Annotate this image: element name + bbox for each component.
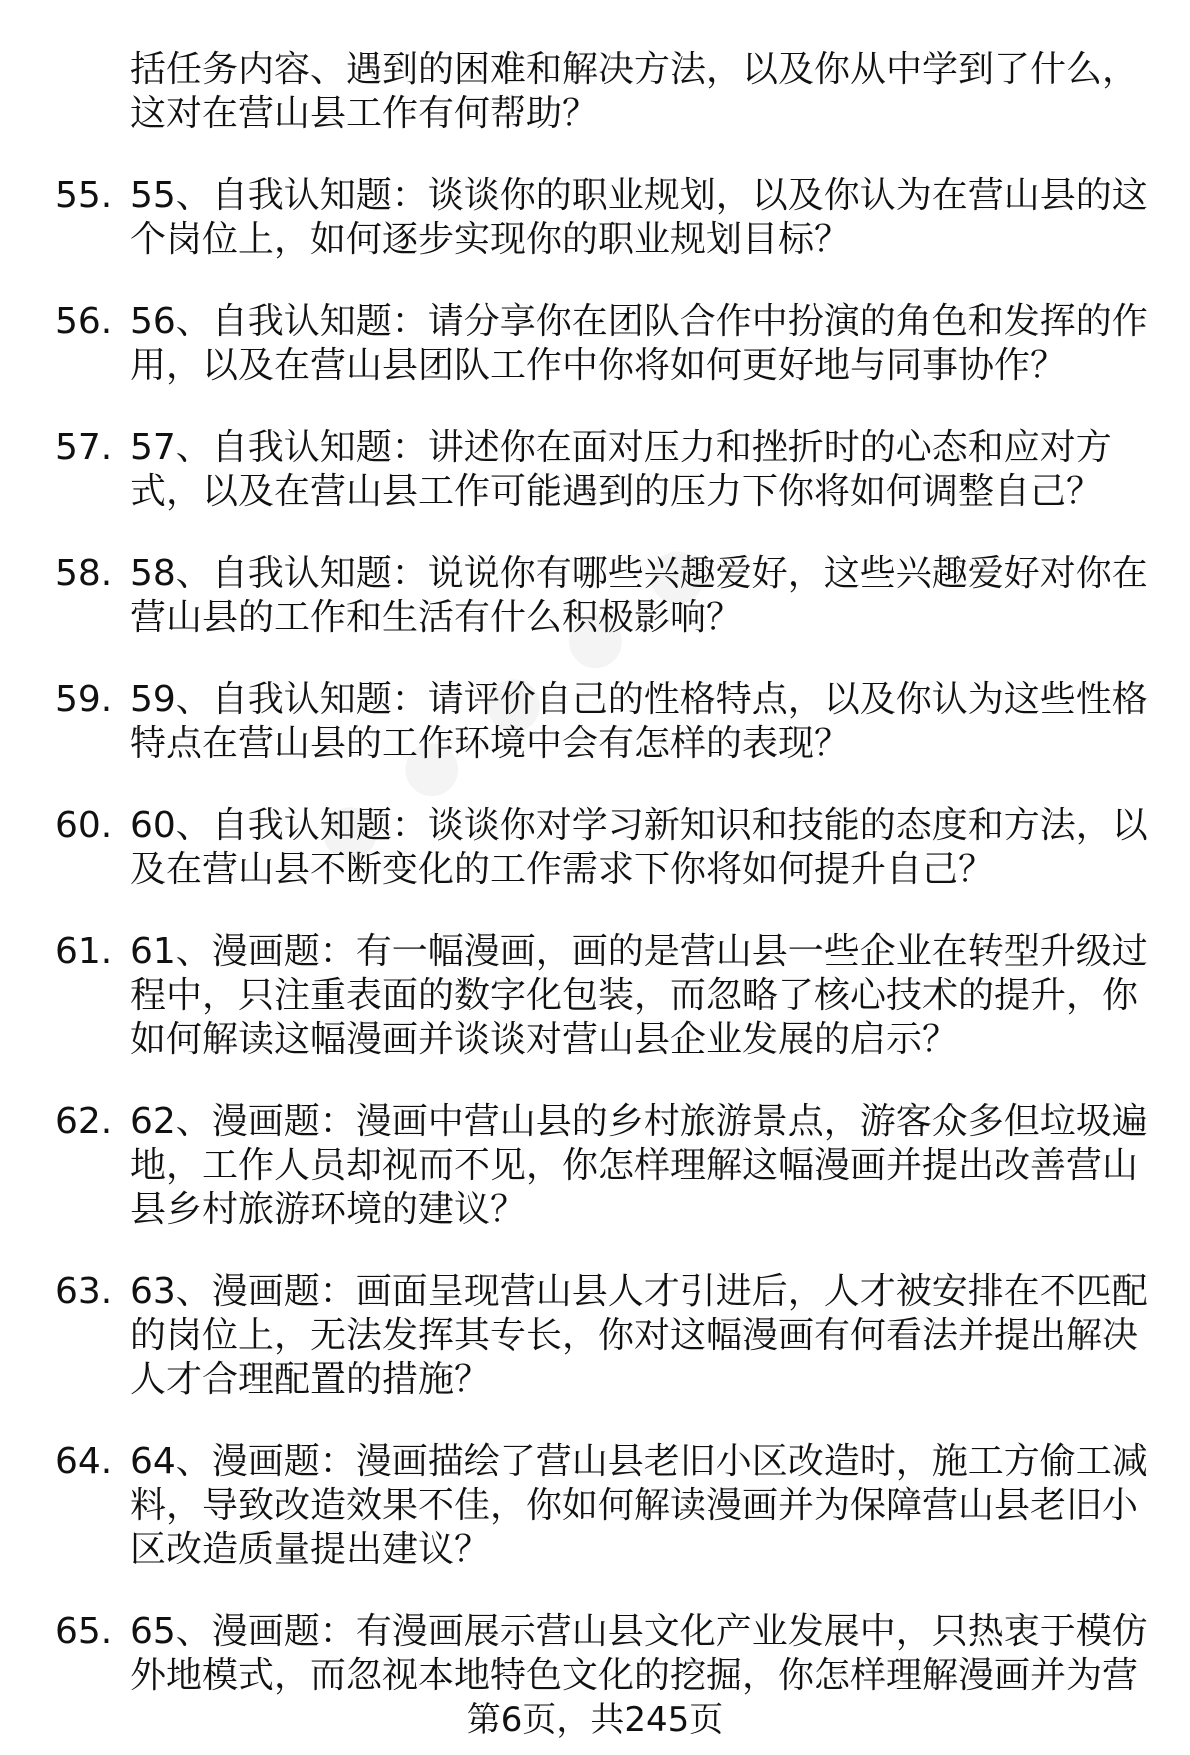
item-number: 64. (55, 1441, 113, 1482)
question-list (55, 48, 1155, 1698)
item-number: 57. (55, 427, 113, 468)
list-item (55, 1100, 1155, 1232)
list-item (55, 552, 1155, 640)
list-item (55, 426, 1155, 514)
item-text: 59、自我认知题：请评价自己的性格特点，以及你认为这些性格特点在营山县的工作环境中会有怎样的表现？ (130, 679, 1148, 764)
item-number: 56. (55, 301, 113, 342)
item-number: 60. (55, 805, 113, 846)
item-text: 58、自我认知题：说说你有哪些兴趣爱好，这些兴趣爱好对你在营山县的工作和生活有什么积极影响？ (130, 553, 1148, 638)
page-footer: 第6页，共245页 (466, 1700, 724, 1740)
item-number: 63. (55, 1271, 113, 1312)
item-number: 65. (55, 1611, 113, 1652)
item-number: 55. (55, 175, 113, 216)
item-text: 65、漫画题：有漫画展示营山县文化产业发展中，只热衷于模仿外地模式，而忽视本地特色文化的挖掘，你怎样理解漫画并为营 (130, 1611, 1148, 1696)
item-number: 58. (55, 553, 113, 594)
item-number: 61. (55, 931, 113, 972)
list-item (55, 930, 1155, 1062)
list-item (55, 300, 1155, 388)
item-number: 59. (55, 679, 113, 720)
item-text: 63、漫画题：画面呈现营山县人才引进后，人才被安排在不匹配的岗位上，无法发挥其专长，你对这幅漫画有何看法并提出解决人才合理配置的措施？ (130, 1271, 1148, 1400)
item-text: 55、自我认知题：谈谈你的职业规划，以及你认为在营山县的这个岗位上，如何逐步实现你的职业规划目标？ (130, 175, 1148, 260)
item-text: 64、漫画题：漫画描绘了营山县老旧小区改造时，施工方偷工减料，导致改造效果不佳，你如何解读漫画并为保障营山县老旧小区改造质量提出建议？ (130, 1441, 1148, 1570)
list-item (55, 174, 1155, 262)
item-text: 61、漫画题：有一幅漫画，画的是营山县一些企业在转型升级过程中，只注重表面的数字化包装，而忽略了核心技术的提升，你如何解读这幅漫画并谈谈对营山县企业发展的启示？ (130, 931, 1148, 1060)
item-text: 56、自我认知题：请分享你在团队合作中扮演的角色和发挥的作用，以及在营山县团队工作中你将如何更好地与同事协作？ (130, 301, 1148, 386)
item-number: 62. (55, 1101, 113, 1142)
list-item (55, 1270, 1155, 1402)
list-item (55, 804, 1155, 892)
item-text: 62、漫画题：漫画中营山县的乡村旅游景点，游客众多但垃圾遍地，工作人员却视而不见，你怎样理解这幅漫画并提出改善营山县乡村旅游环境的建议？ (130, 1101, 1148, 1230)
item-text: 57、自我认知题：讲述你在面对压力和挫折时的心态和应对方式，以及在营山县工作可能遇到的压力下你将如何调整自己？ (130, 427, 1112, 512)
continued-question-text: 括任务内容、遇到的困难和解决方法，以及你从中学到了什么，这对在营山县工作有何帮助？ (130, 49, 1139, 134)
list-item (55, 1610, 1155, 1698)
list-item (55, 1440, 1155, 1572)
list-item (55, 678, 1155, 766)
item-text: 60、自我认知题：谈谈你对学习新知识和技能的态度和方法，以及在营山县不断变化的工作需求下你将如何提升自己？ (130, 805, 1148, 890)
